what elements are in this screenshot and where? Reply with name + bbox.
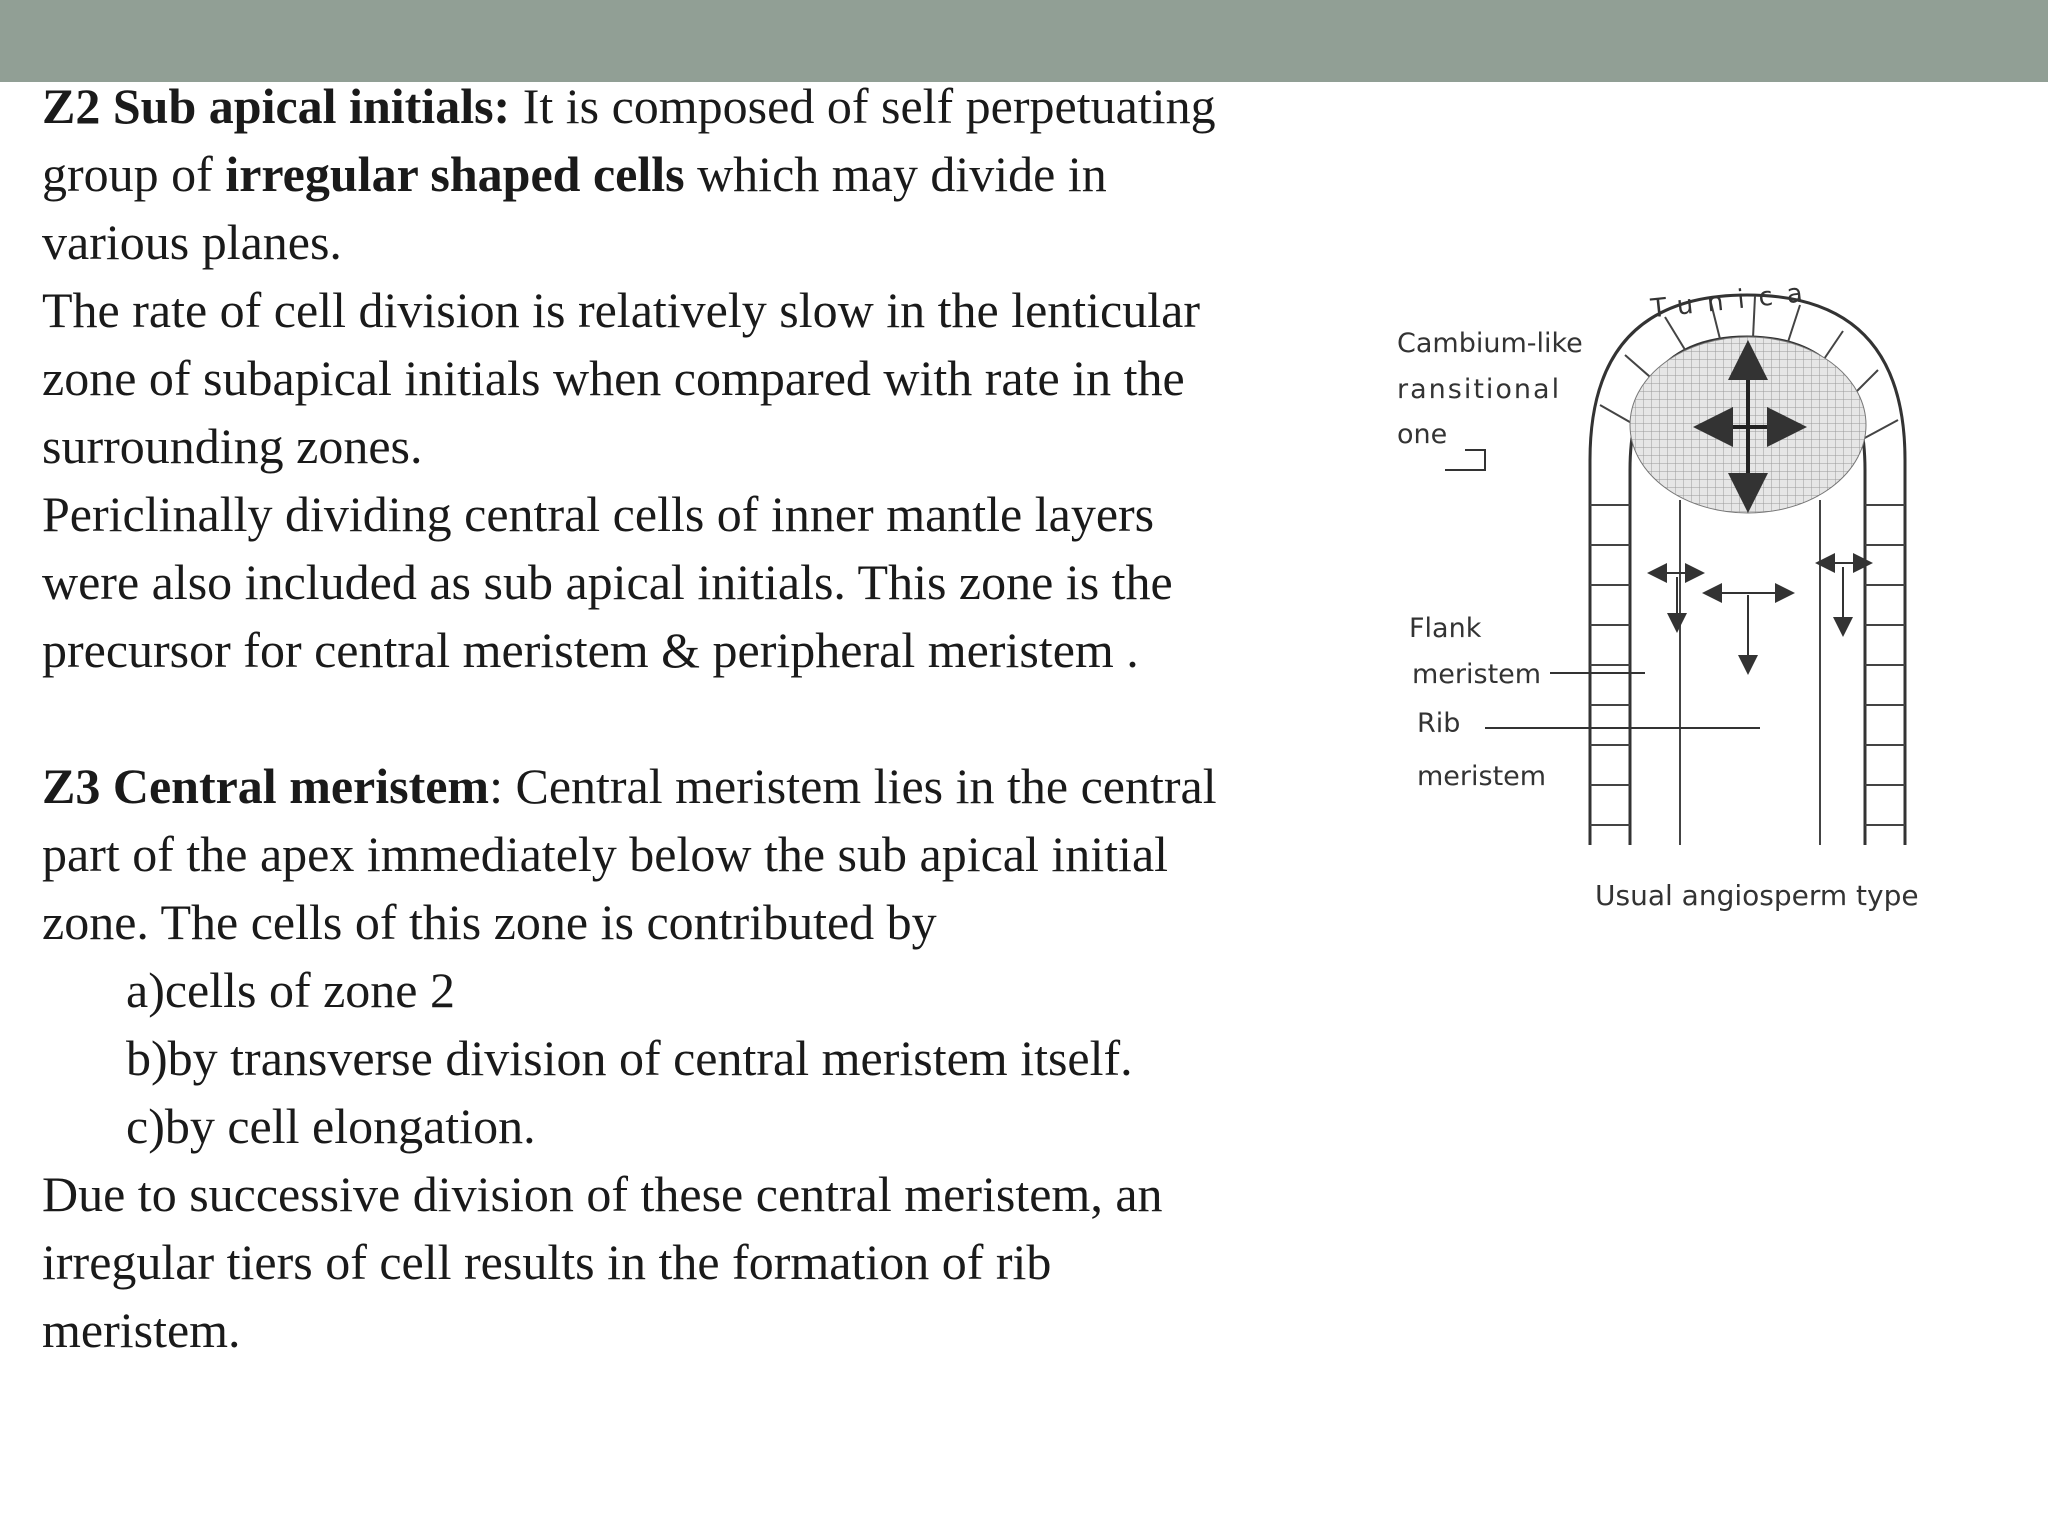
header-bar <box>0 0 2048 82</box>
cambium-label-line2: ransitional <box>1397 374 1562 405</box>
z3-line-1: Z3 Central meristem: Central meristem lies in the central <box>42 758 1217 814</box>
flank-label-line2: meristem <box>1412 659 1542 690</box>
rib-label-line1: Rib <box>1417 708 1461 739</box>
z2-heading: Z2 Sub apical initials: <box>42 78 511 134</box>
z3-line: zone. The cells of this zone is contributed by <box>42 894 937 950</box>
z3-list-item: c)by cell elongation. <box>126 1098 536 1154</box>
z3-list-item: b)by transverse division of central meristem itself. <box>126 1030 1133 1086</box>
shoot-apex-diagram <box>1395 255 1955 935</box>
cambium-label-line3: one <box>1397 419 1448 450</box>
z2-line-3: various planes. <box>42 214 342 270</box>
division-arrows-peripheral <box>1657 563 1863 665</box>
z2-para3-line: precursor for central meristem & peripheral meristem . <box>42 622 1139 678</box>
rib-label-line2: meristem <box>1417 761 1547 792</box>
z2-para2-line: zone of subapical initials when compared with rate in the <box>42 350 1185 406</box>
figure-caption: Usual angiosperm type <box>1595 879 1919 912</box>
z2-bold-term: irregular shaped cells <box>225 146 685 202</box>
z2-line-1: Z2 Sub apical initials: It is composed of self perpetuating <box>42 78 1216 134</box>
z3-list-item: a)cells of zone 2 <box>126 962 456 1018</box>
flank-label-line1: Flank <box>1409 613 1482 644</box>
z3-line: part of the apex immediately below the sub apical initial <box>42 826 1169 882</box>
z3-closing-line: irregular tiers of cell results in the formation of rib <box>42 1234 1052 1290</box>
tunica-label: Tunica <box>1649 277 1818 325</box>
z2-para3-line: were also included as sub apical initials. This zone is the <box>42 554 1173 610</box>
rib-files <box>1680 500 1820 845</box>
z3-heading: Z3 Central meristem <box>42 758 490 814</box>
z2-para3-line: Periclinally dividing central cells of inner mantle layers <box>42 486 1155 542</box>
z2-line-2: group of irregular shaped cells which may divide in <box>42 146 1107 202</box>
cambium-label-line1: Cambium-like <box>1397 328 1583 359</box>
paragraph-gap <box>42 684 1402 752</box>
slide-text <box>42 72 1402 1364</box>
z2-para2-line: surrounding zones. <box>42 418 423 474</box>
z3-closing-line: meristem. <box>42 1302 241 1358</box>
z2-para2-line: The rate of cell division is relatively slow in the lenticular <box>42 282 1200 338</box>
z3-closing-line: Due to successive division of these central meristem, an <box>42 1166 1163 1222</box>
